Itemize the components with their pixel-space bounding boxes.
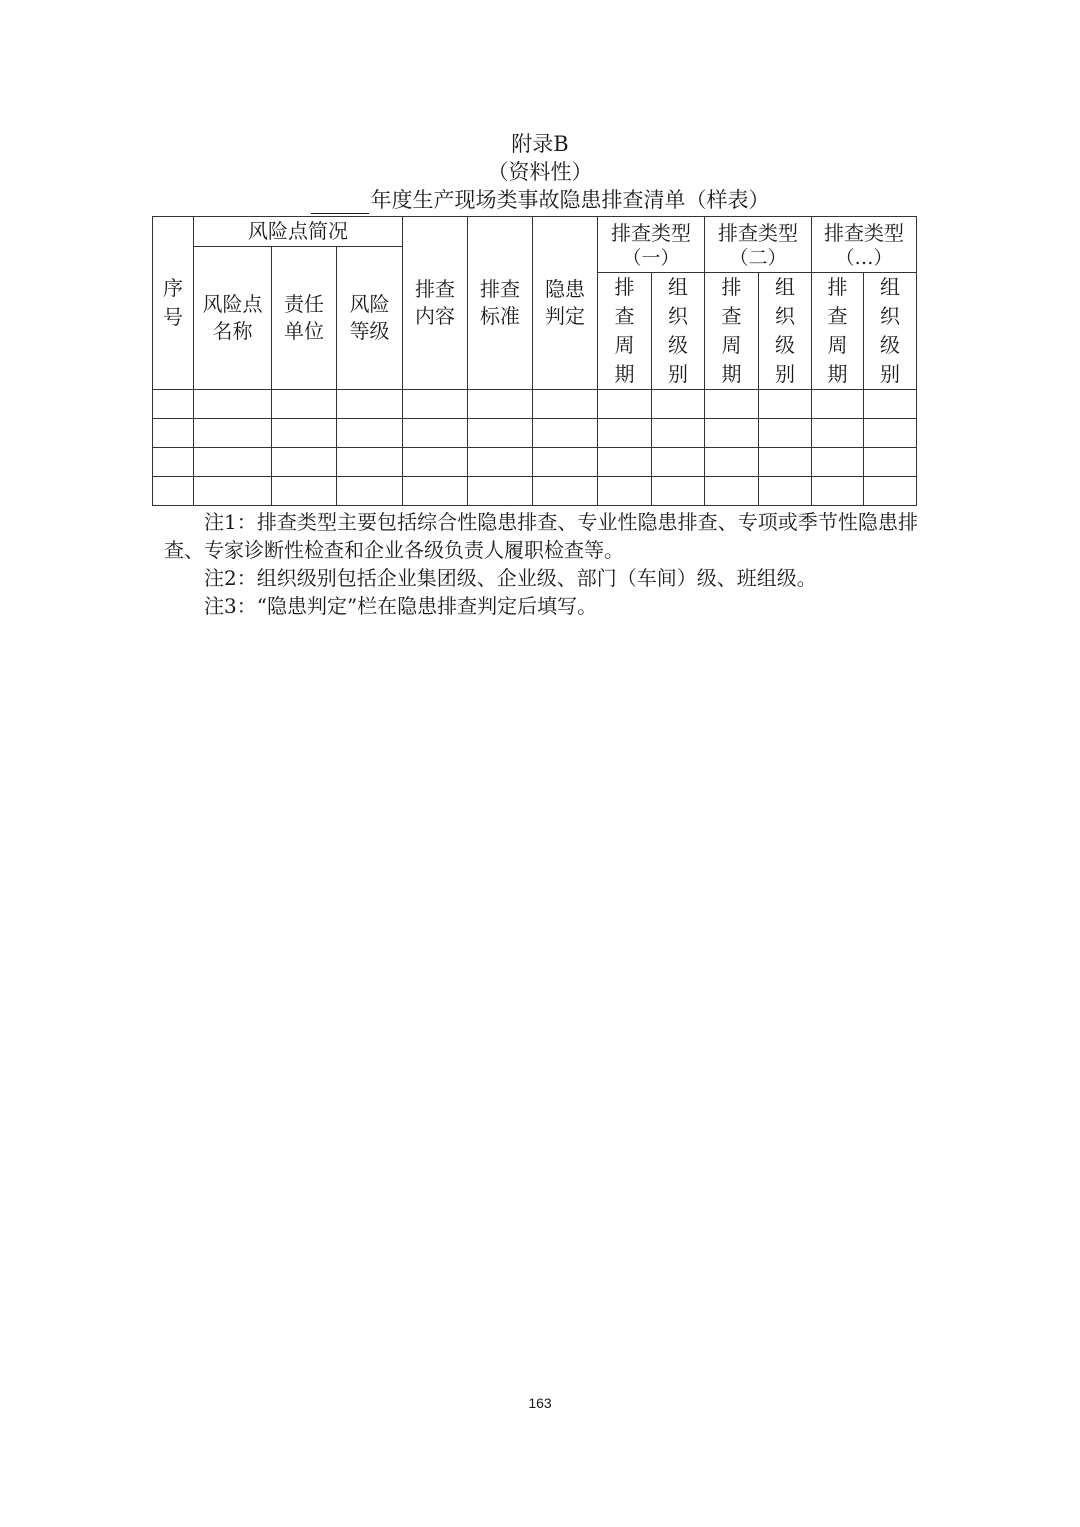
org-level-header: 组织级别 (759, 273, 812, 390)
empty-cell (468, 448, 533, 477)
seq-header: 序号 (153, 217, 194, 390)
empty-cell (864, 419, 917, 448)
check-cycle-header: 排查周期 (598, 273, 652, 390)
empty-cell (403, 390, 468, 419)
empty-cell (705, 448, 759, 477)
empty-cell (864, 477, 917, 506)
empty-cell (705, 390, 759, 419)
check-standard-header: 排查标准 (468, 217, 533, 390)
empty-cell (153, 419, 194, 448)
empty-cell (652, 390, 705, 419)
table-row (153, 448, 917, 477)
table-row (153, 477, 917, 506)
year-blank-line (311, 191, 369, 214)
empty-cell (759, 477, 812, 506)
empty-cell (533, 390, 598, 419)
notes-section (164, 508, 918, 620)
empty-cell (403, 477, 468, 506)
note-1: 注1：排查类型主要包括综合性隐患排查、专业性隐患排查、专项或季节性隐患排查、专家诊断性检查和企业各级负责人履职检查等。 (164, 510, 918, 562)
empty-cell (194, 390, 272, 419)
empty-cell (403, 448, 468, 477)
appendix-nature: （资料性） (487, 160, 593, 184)
risk-level-header: 风险等级 (337, 247, 403, 390)
empty-cell (864, 390, 917, 419)
empty-cell (272, 448, 337, 477)
empty-cell (705, 477, 759, 506)
empty-cell (598, 448, 652, 477)
hazard-judgment-header: 隐患判定 (533, 217, 598, 390)
empty-cell (598, 477, 652, 506)
empty-cell (272, 419, 337, 448)
empty-cell (194, 477, 272, 506)
org-level-header: 组织级别 (864, 273, 917, 390)
empty-cell (598, 390, 652, 419)
empty-cell (812, 448, 864, 477)
empty-cell (812, 419, 864, 448)
risk-name-header: 风险点名称 (194, 247, 272, 390)
check-type-more-header: 排查类型 （…） (812, 217, 917, 273)
empty-cell (272, 390, 337, 419)
empty-cell (194, 448, 272, 477)
empty-cell (468, 477, 533, 506)
check-cycle-header: 排查周期 (705, 273, 759, 390)
empty-cell (153, 448, 194, 477)
table-title (0, 186, 1080, 214)
table-row (153, 390, 917, 419)
note-2: 注2：组织级别包括企业集团级、企业级、部门（车间）级、班组级。 (204, 566, 817, 590)
risk-overview-header: 风险点简况 (194, 217, 403, 247)
table-title-text: 年度生产现场类事故隐患排查清单（样表） (370, 188, 770, 212)
empty-cell (153, 477, 194, 506)
empty-cell (337, 448, 403, 477)
note-3: 注3：“隐患判定”栏在隐患排查判定后填写。 (204, 594, 598, 618)
empty-cell (652, 419, 705, 448)
org-level-header: 组织级别 (652, 273, 705, 390)
check-cycle-header: 排查周期 (812, 273, 864, 390)
empty-cell (272, 477, 337, 506)
empty-cell (652, 448, 705, 477)
empty-cell (705, 419, 759, 448)
empty-cell (337, 390, 403, 419)
responsible-unit-header: 责任单位 (272, 247, 337, 390)
hazard-checklist-table (152, 216, 917, 506)
page-number: 163 (528, 1395, 552, 1411)
empty-cell (403, 419, 468, 448)
empty-cell (759, 419, 812, 448)
empty-cell (812, 477, 864, 506)
empty-cell (337, 419, 403, 448)
check-type-2-header: 排查类型 （二） (705, 217, 812, 273)
empty-cell (812, 390, 864, 419)
check-type-1-header: 排查类型 （一） (598, 217, 705, 273)
empty-cell (598, 419, 652, 448)
empty-cell (153, 390, 194, 419)
check-content-header: 排查内容 (403, 217, 468, 390)
empty-cell (759, 390, 812, 419)
empty-cell (468, 419, 533, 448)
empty-cell (759, 448, 812, 477)
empty-cell (337, 477, 403, 506)
empty-cell (468, 390, 533, 419)
empty-cell (533, 419, 598, 448)
empty-cell (194, 419, 272, 448)
empty-cell (864, 448, 917, 477)
empty-cell (652, 477, 705, 506)
appendix-title: 附录B (511, 132, 569, 156)
table-row (153, 419, 917, 448)
empty-cell (533, 448, 598, 477)
empty-cell (533, 477, 598, 506)
